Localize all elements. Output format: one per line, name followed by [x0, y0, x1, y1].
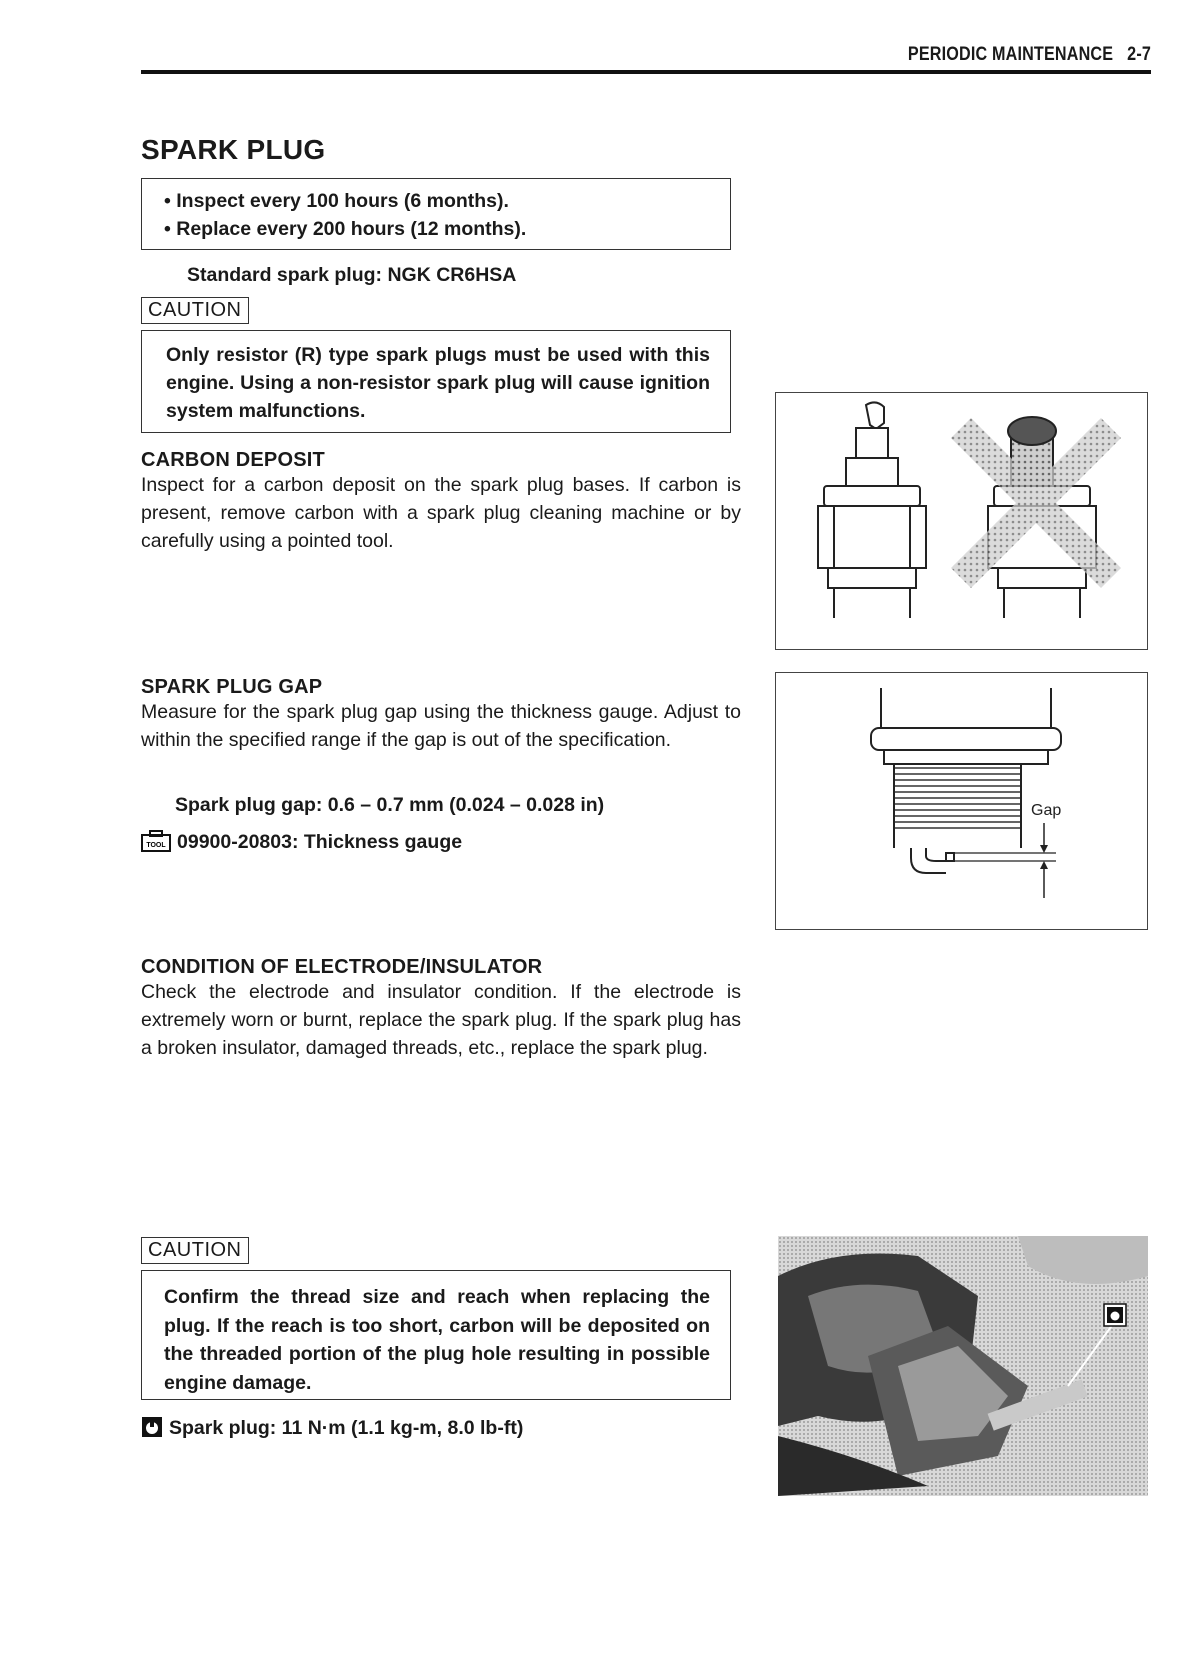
interval-item-replace: • Replace every 200 hours (12 months). — [164, 218, 527, 240]
tool-icon — [141, 830, 171, 852]
torque-spec — [141, 1414, 523, 1442]
engine-photo — [778, 1236, 1148, 1496]
torque-marker-icon — [1104, 1304, 1126, 1326]
header-section: PERIODIC MAINTENANCE — [907, 44, 1114, 65]
gap-figure — [775, 672, 1148, 930]
good-spark-plug-icon — [818, 402, 926, 618]
caution-label-2: CAUTION — [141, 1237, 249, 1264]
spark-plug-comparison-illustration — [776, 393, 1146, 648]
carbon-text: Inspect for a carbon deposit on the spark plug bases. If carbon is present, remove carbon with a spark plug cleaning machine or by carefully using a pointed tool. — [141, 474, 741, 552]
gap-arrow-down-icon — [1040, 845, 1048, 853]
gap-spec: Spark plug gap: 0.6 – 0.7 mm (0.024 – 0.028 in) — [175, 794, 605, 816]
spark-plug-gap-diagram — [776, 673, 1146, 928]
engine-spark-plug-photo-illustration — [778, 1236, 1148, 1496]
torque-text: Spark plug: 11 N·m (1.1 kg-m, 8.0 lb-ft) — [169, 1417, 524, 1439]
electrode-text: Check the electrode and insulator condition. If the electrode is extremely worn or burnt, replace the spark plug. If the spark plug has a broken insulator, damaged threads, etc., replace the spark plug. — [141, 981, 741, 1059]
gap-tool-text: 09900-20803: Thickness gauge — [177, 831, 463, 853]
gap-arrow-up-icon — [1040, 861, 1048, 869]
standard-plug-spec: Standard spark plug: NGK CR6HSA — [187, 264, 517, 286]
carbon-figure — [775, 392, 1148, 650]
gap-text: Measure for the spark plug gap using the thickness gauge. Adjust to within the specified range if the gap is out of the specification. — [141, 701, 741, 751]
thread-lines — [894, 768, 1021, 828]
running-header — [908, 44, 1151, 66]
interval-item-inspect: • Inspect every 100 hours (6 months). — [164, 190, 509, 212]
header-page-number: 2-7 — [1127, 44, 1151, 65]
caution-text-2: Confirm the thread size and reach when replacing the plug. If the reach is too short, carbon will be deposited on the threaded portion of the plug hole resulting in possible engine damage. — [164, 1286, 710, 1394]
gap-figure-label: Gap — [1031, 802, 1062, 819]
gap-tool — [141, 828, 462, 856]
interval-box — [141, 178, 731, 250]
caution-label-1: CAUTION — [141, 297, 249, 324]
caution-box-2 — [141, 1270, 731, 1400]
torque-wrench-icon — [141, 1416, 163, 1438]
page-title: SPARK PLUG — [141, 134, 326, 165]
svg-text:TOOL: TOOL — [146, 842, 166, 849]
caution-text-1: Only resistor (R) type spark plugs must be used with this engine. Using a non-resistor spark plug will cause ignition system malfunctions. — [166, 344, 710, 422]
gap-heading: SPARK PLUG GAP — [141, 676, 323, 698]
electrode-heading: CONDITION OF ELECTRODE/INSULATOR — [141, 956, 543, 978]
carbon-heading: CARBON DEPOSIT — [141, 449, 325, 471]
caution-box-1 — [141, 330, 731, 433]
header-rule — [141, 70, 1151, 74]
